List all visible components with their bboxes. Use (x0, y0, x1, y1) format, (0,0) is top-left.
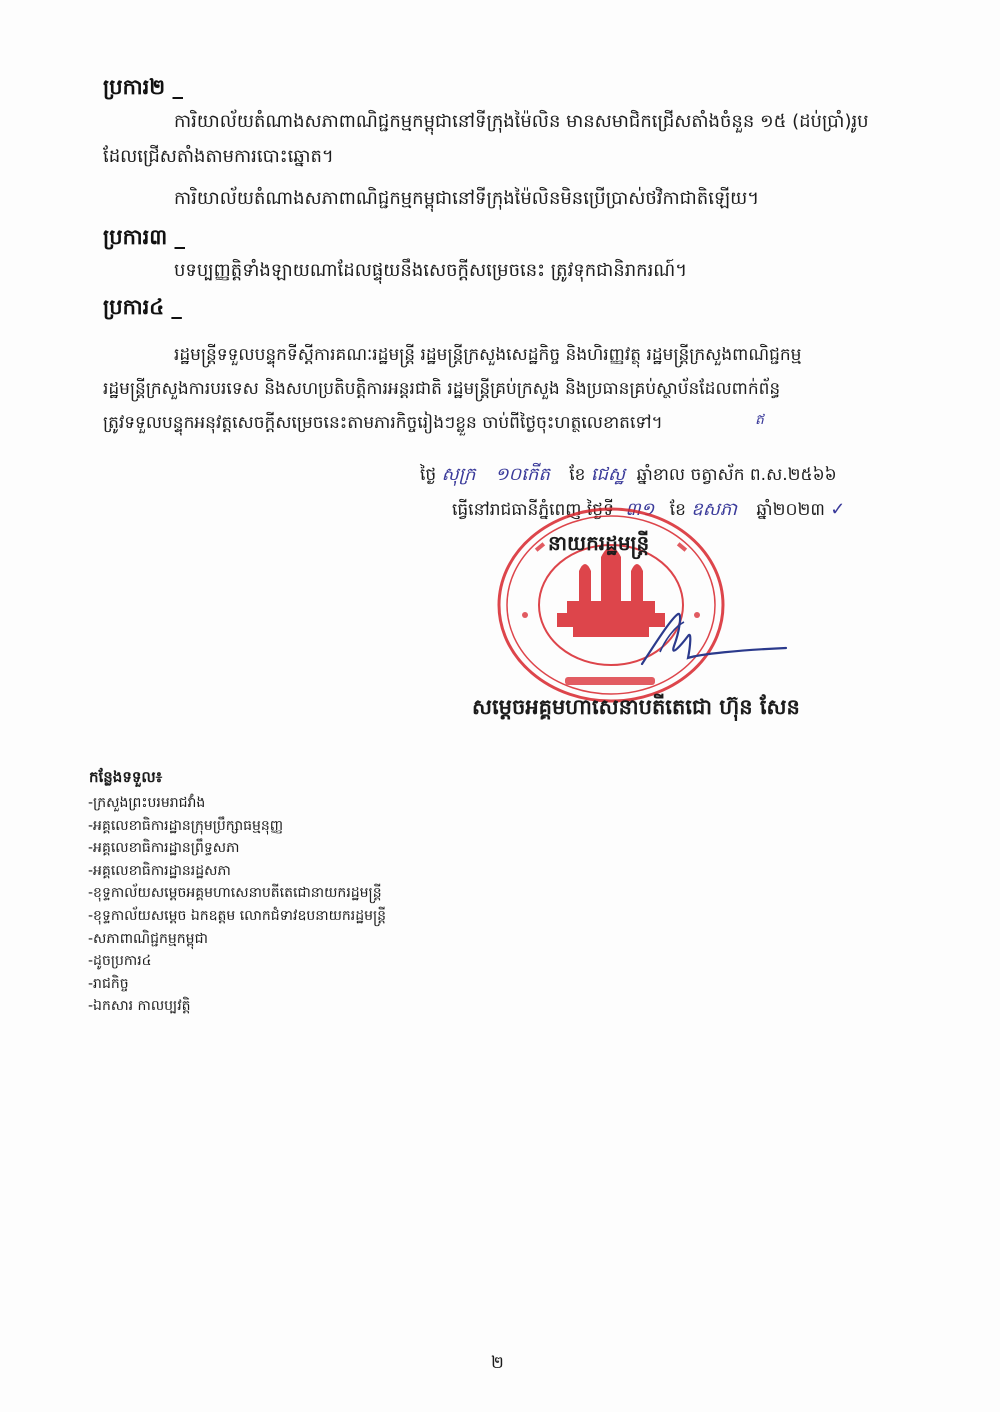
list-item: -ក្រសួងព្រះបរមរាជវាំង (88, 795, 206, 811)
initial-mark: ឥ (755, 412, 764, 428)
article-3-heading: ប្រការ៣ _ (103, 225, 186, 249)
lunar-month-prefix: ខែ (569, 465, 586, 485)
article-2-heading: ប្រការ២ _ (103, 75, 183, 99)
signatory-title: នាយករដ្ឋមន្ត្រី (548, 531, 650, 555)
article-4-heading: ប្រការ៤ _ (103, 295, 182, 319)
lunar-month-handwritten: ជេស្ឋ (590, 464, 626, 485)
article-2-line-1: ការិយាល័យតំណាងសភាពាណិជ្ជកម្មកម្ពុជានៅទីក្រុងម៉ៃលិន មានសមាជិកជ្រើសតាំងចំនួន ១៥ (ដប់ប្រាំ)រូប (174, 111, 869, 132)
lunar-num-handwritten: ១០កើត (494, 464, 550, 485)
list-item: -អគ្គលេខាធិការដ្ឋានក្រុមប្រឹក្សាធម្មនុញ្ញ (88, 817, 284, 834)
issued-place-prefix: ធ្វើនៅរាជធានីភ្នំពេញ ថ្ងៃទី (452, 500, 614, 520)
article-4-line-1: រដ្ឋមន្ត្រីទទួលបន្ទុកទីស្តីការគណៈរដ្ឋមន្ត្រី រដ្ឋមន្ត្រីក្រសួងសេដ្ឋកិច្ច និងហិរញ្ញវត្ថុ រដ្ឋមន្ត្រីក្រសួងពាណិជ្ជកម្ម (174, 345, 802, 365)
article-2-line-3: ការិយាល័យតំណាងសភាពាណិជ្ជកម្មកម្ពុជានៅទីក្រុងម៉ៃលិនមិនប្រើប្រាស់ថវិកាជាតិឡើយ។ (174, 188, 760, 209)
list-item: -អគ្គលេខាធិការដ្ឋានរដ្ឋសភា (88, 862, 231, 879)
issued-year: ឆ្នាំ២០២៣ (756, 500, 825, 520)
list-item: -រាជកិច្ច (88, 975, 129, 992)
list-item: -ខុទ្ទកាល័យសម្តេច ឯកឧត្តម លោកជំទាវឧបនាយករដ្ឋមន្ត្រី (88, 907, 387, 924)
list-item: -អគ្គលេខាធិការដ្ឋានព្រឹទ្ធសភា (88, 840, 240, 857)
list-item: -សភាពាណិជ្ជកម្មកម្ពុជា (88, 930, 208, 947)
article-4-line-3: ត្រូវទទួលបន្ទុកអនុវត្តសេចក្តីសម្រេចនេះតាមភារកិច្ចរៀងៗខ្លួន ចាប់ពីថ្ងៃចុះហត្ថលេខាតទៅ។ (103, 413, 663, 433)
list-item: -ខុទ្ទកាល័យសម្តេចអគ្គមហាសេនាបតីតេជោនាយករដ្ឋមន្ត្រី (88, 885, 382, 902)
article-3-line-1: បទប្បញ្ញត្តិទាំងឡាយណាដែលផ្ទុយនឹងសេចក្តីសម្រេចនេះ ត្រូវទុកជានិរាករណ៍។ (174, 260, 688, 281)
list-item: -ដូចប្រការ៤ (88, 953, 152, 970)
article-2-line-2: ដែលជ្រើសតាំងតាមការបោះឆ្នោត។ (103, 146, 334, 167)
check-mark: ✓ (830, 499, 846, 520)
list-item: -ឯកសារ កាលប្បវត្តិ (88, 998, 191, 1015)
lunar-date-line (420, 462, 837, 489)
distribution-list (88, 792, 386, 1018)
issued-month-prefix: ខែ (669, 500, 686, 520)
issued-day-handwritten: ៣១ (625, 499, 655, 520)
article-4-line-2: រដ្ឋមន្ត្រីក្រសួងការបរទេស និងសហប្រតិបត្តិការអន្តរជាតិ រដ្ឋមន្ត្រីគ្រប់ក្រសួង និងប្រធានគ្រប់ស្ថាប័នដែលពាក់ព័ន្ធ (103, 379, 781, 399)
handwritten-signature (630, 596, 790, 676)
issued-month-handwritten: ឧសភា (691, 499, 737, 520)
distribution-heading: កន្លែងទទួល៖ (89, 768, 163, 786)
signer-name: សម្តេចអគ្គមហាសេនាបតីតេជោ ហ៊ុន សែន (472, 695, 800, 719)
lunar-year: ឆ្នាំខាល ចត្វាស័ក ព.ស.២៥៦៦ (636, 465, 837, 485)
lunar-date-prefix: ថ្ងៃ (420, 465, 437, 485)
page-number: ២ (491, 1353, 504, 1373)
lunar-day-handwritten: សុក្រ (441, 464, 476, 485)
